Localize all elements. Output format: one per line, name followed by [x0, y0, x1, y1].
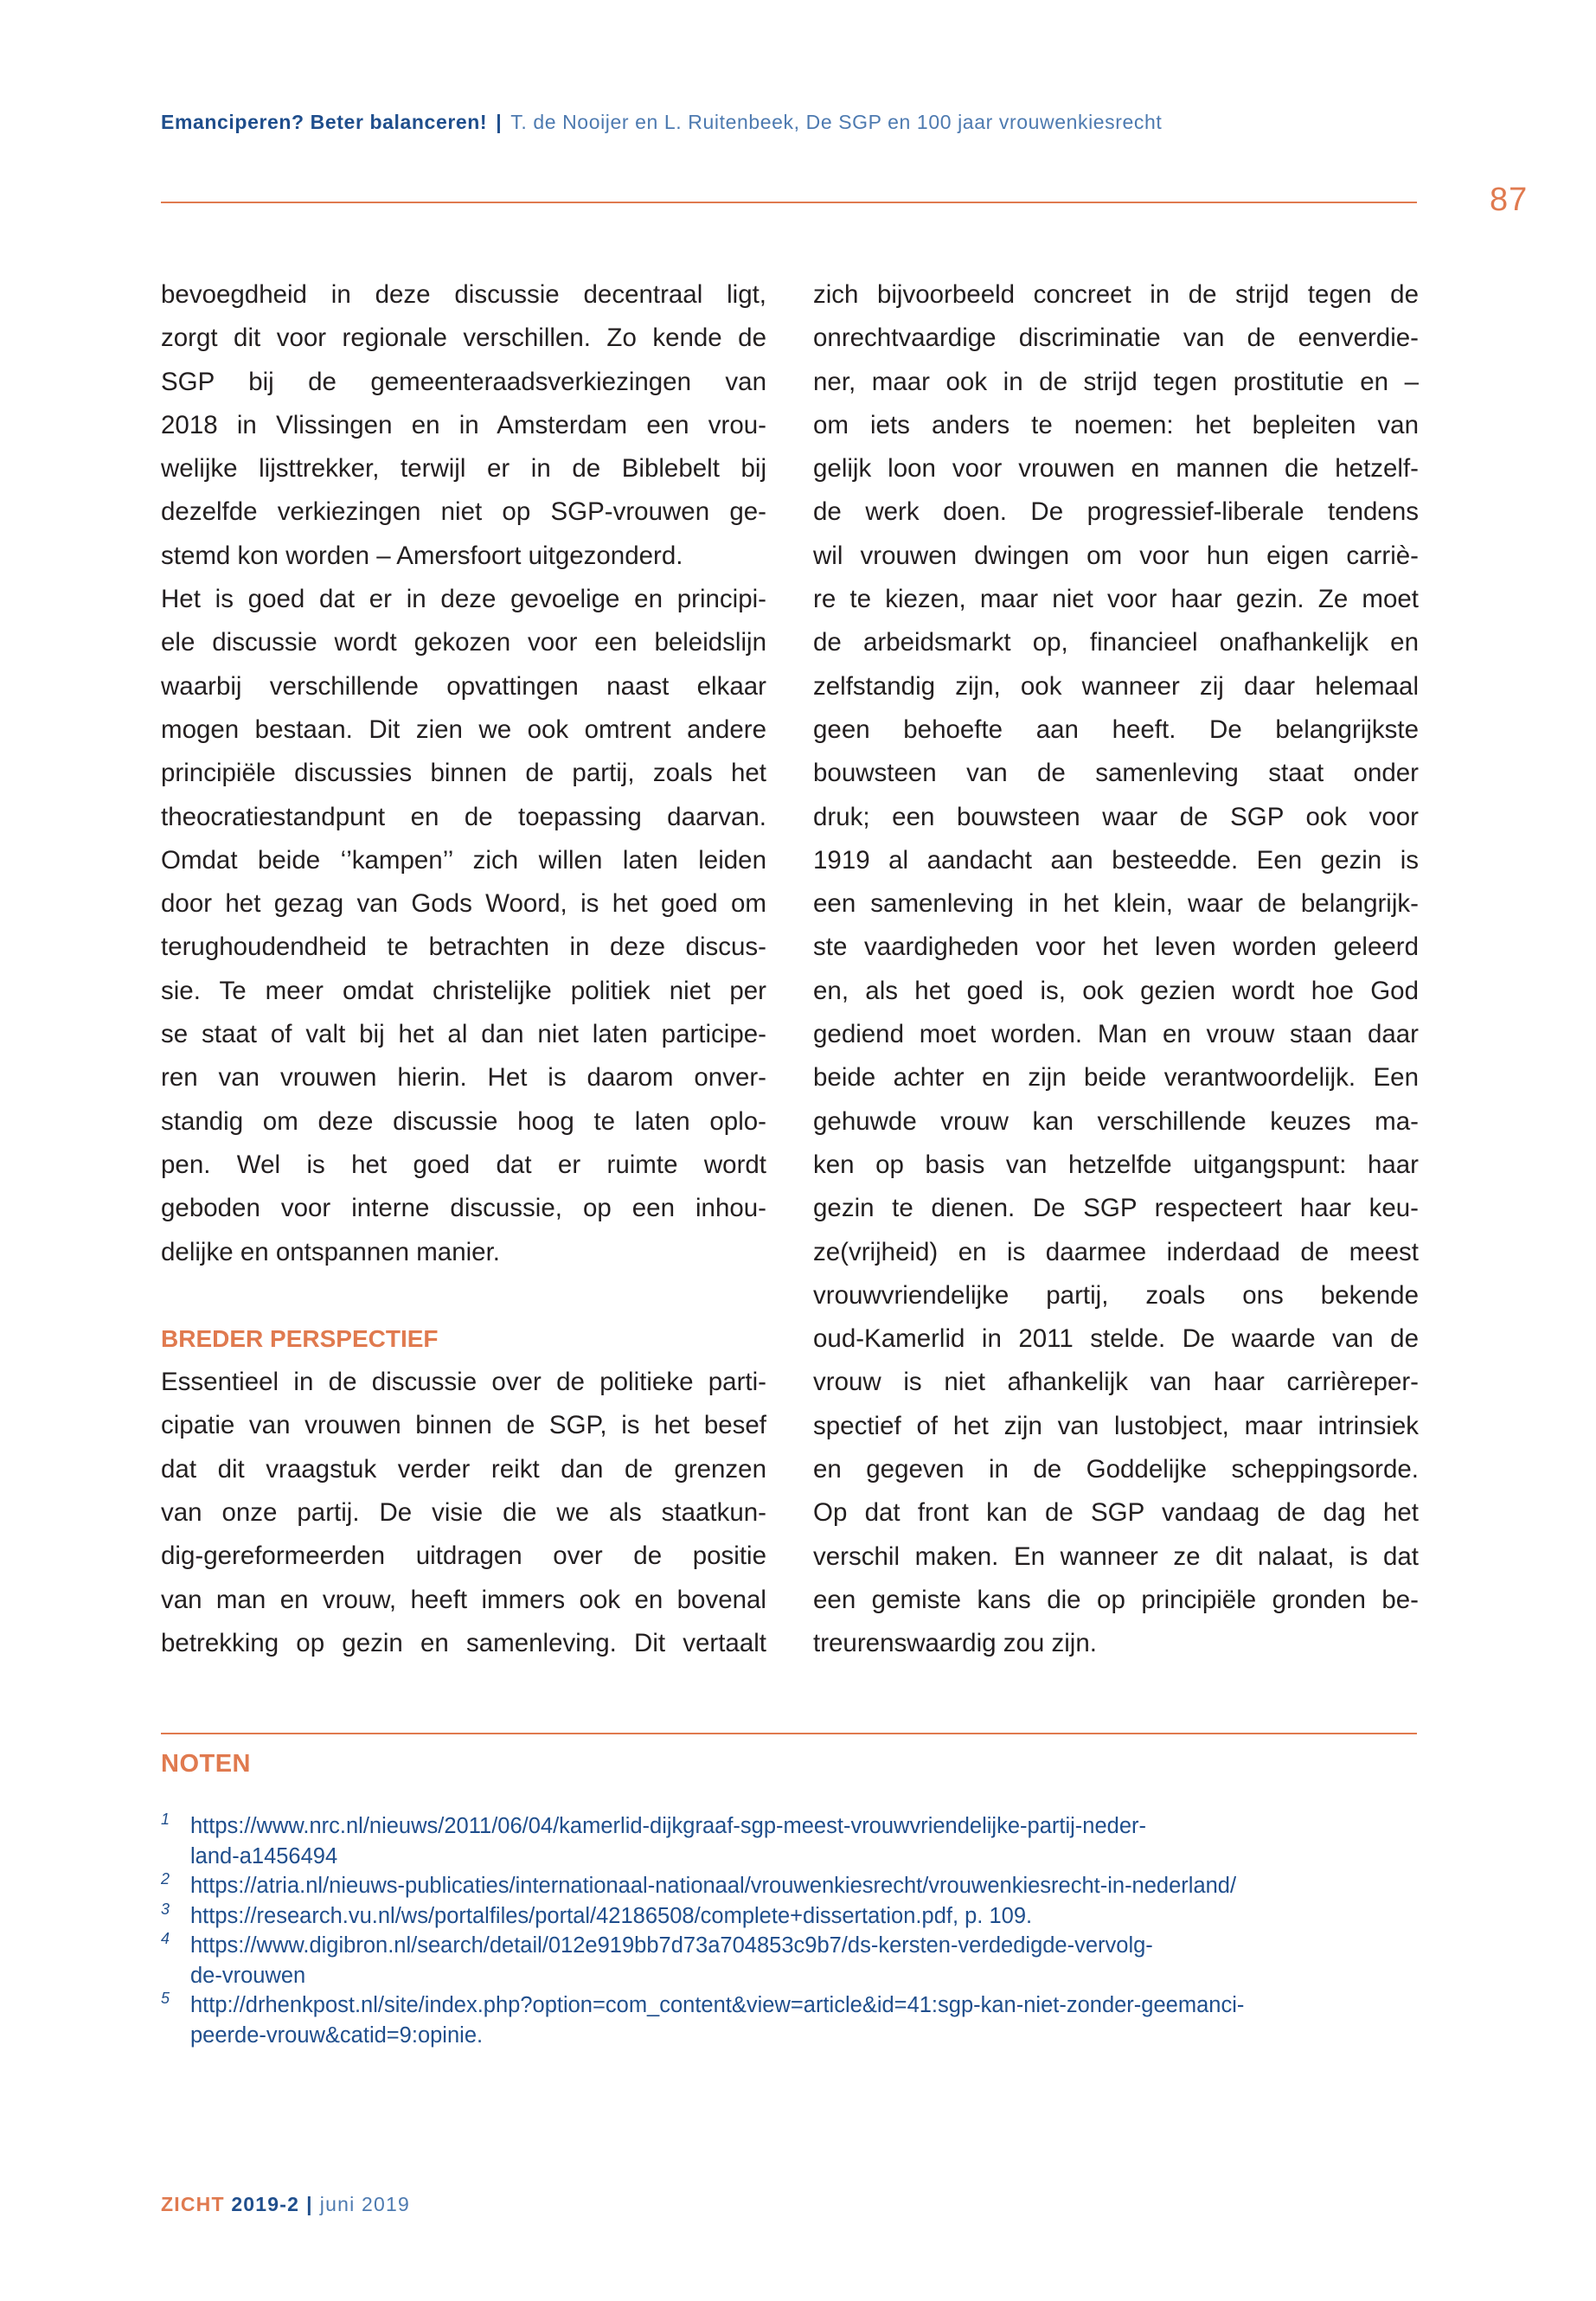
footnote-link[interactable]: peerde-vrouw&catid=9:opinie. — [190, 2022, 484, 2048]
text-line: beide achter en zijn beide verantwoordelijk. Een — [813, 1063, 1419, 1093]
text-line: ele discussie wordt gekozen voor een beleidslijn — [161, 628, 766, 657]
footnote-number: 1 — [161, 1811, 170, 1828]
text-line: 1919 al aandacht aan besteedde. Een gezin is — [813, 845, 1419, 875]
page-number: 87 — [1490, 182, 1529, 218]
text-line: druk; een bouwsteen waar de SGP ook voor — [813, 802, 1419, 831]
text-line: zelfstandig zijn, ook wanneer zij daar helemaal — [813, 671, 1419, 701]
text-line: gehuwde vrouw kan verschillende keuzes ma- — [813, 1106, 1419, 1136]
footnote-number: 4 — [161, 1930, 170, 1947]
text-line: zorgt dit voor regionale verschillen. Zo kende de — [161, 324, 766, 353]
footnote-2 — [161, 1871, 1433, 1901]
footer-brand: ZICHT — [161, 2193, 225, 2215]
text-line: vrouwvriendelijke partij, zoals ons bekende — [813, 1280, 1419, 1310]
text-line: standig om deze discussie hoog te laten oplo- — [161, 1106, 766, 1136]
text-line: mogen bestaan. Dit zien we ook omtrent andere — [161, 715, 766, 744]
text-line: sie. Te meer omdat christelijke politiek niet per — [161, 976, 766, 1005]
text-line: ner, maar ook in de strijd tegen prostitutie en – — [813, 367, 1419, 396]
notes-heading: NOTEN — [161, 1750, 251, 1778]
text-line: waarbij verschillende opvattingen naast elkaar — [161, 671, 766, 701]
text-line: ken op basis van hetzelfde uitgangspunt: haar — [813, 1150, 1419, 1179]
right-column — [813, 273, 1419, 1666]
text-line: betrekking op gezin en samenleving. Dit vertaalt — [161, 1628, 766, 1657]
footnote-link[interactable]: de-vrouwen — [190, 1963, 306, 1988]
footnote-number: 3 — [161, 1900, 170, 1918]
text-line: Omdat beide ‘’kampen’’ zich willen laten leiden — [161, 845, 766, 875]
text-line: geboden voor interne discussie, op een inhou- — [161, 1194, 766, 1223]
text-line: bouwsteen van de samenleving staat onder — [813, 759, 1419, 788]
footnote-number: 2 — [161, 1870, 170, 1888]
text-line: een samenleving in het klein, waar de belangrijk- — [813, 889, 1419, 919]
left-paragraph-3 — [161, 1361, 766, 1665]
left-column — [161, 273, 766, 1665]
text-line: ste vaardigheden voor het leven worden geleerd — [813, 933, 1419, 962]
text-line: dig-gereformeerden uitdragen over de positie — [161, 1541, 766, 1571]
footnote-link[interactable]: http://drhenkpost.nl/site/index.php?option=com_content&view=article&id=41:sgp-kan-niet-zonder-geemanci- — [190, 1993, 1245, 2017]
text-line: ren van vrouwen hierin. Het is daarom onver- — [161, 1063, 766, 1093]
footnote-link[interactable]: https://www.nrc.nl/nieuws/2011/06/04/kamerlid-dijkgraaf-sgp-meest-vrouwvriendelijke-partij-neder- — [190, 1814, 1146, 1838]
notes-divider — [161, 1733, 1417, 1734]
text-line: re te kiezen, maar niet voor haar gezin. Ze moet — [813, 585, 1419, 614]
text-line: en gegeven in de Goddelijke scheppingsorde. — [813, 1455, 1419, 1484]
footer-issue: 2019-2 — [231, 2193, 300, 2215]
text-line: terughoudendheid te betrachten in deze discus- — [161, 933, 766, 962]
left-paragraph-2 — [161, 578, 766, 1274]
footnote-link[interactable]: land-a1456494 — [190, 1843, 338, 1868]
text-line: onrechtvaardige discriminatie van de eenverdie- — [813, 324, 1419, 353]
footnote-link[interactable]: https://www.digibron.nl/search/detail/012e919bb7d73a704853c9b7/ds-kersten-verdedigde-vervolg- — [190, 1933, 1153, 1958]
text-line: Essentieel in de discussie over de politieke parti- — [161, 1368, 766, 1397]
text-line: Het is goed dat er in deze gevoelige en principi- — [161, 585, 766, 614]
running-footer — [161, 2193, 410, 2216]
text-line: de arbeidsmarkt op, financieel onafhankelijk en — [813, 628, 1419, 657]
text-line: dat dit vraagstuk verder reikt dan de grenzen — [161, 1454, 766, 1484]
text-line: pen. Wel is het goed dat er ruimte wordt — [161, 1150, 766, 1179]
text-line: oud-Kamerlid in 2011 stelde. De waarde van de — [813, 1324, 1419, 1354]
text-line: dezelfde verkiezingen niet op SGP-vrouwen ge- — [161, 497, 766, 527]
text-line: een gemiste kans die op principiële gronden be- — [813, 1585, 1419, 1614]
text-line: de werk doen. De progressief-liberale tendens — [813, 497, 1419, 527]
text-line: van onze partij. De visie die we als staatkun- — [161, 1498, 766, 1528]
text-line: 2018 in Vlissingen en in Amsterdam een vrou- — [161, 410, 766, 439]
footnote-5 — [161, 1990, 1433, 2050]
text-line: spectief of het zijn van lustobject, maar intrinsiek — [813, 1411, 1419, 1440]
footer-date: juni 2019 — [319, 2193, 410, 2215]
text-line: verschil maken. En wanneer ze dit nalaat, is dat — [813, 1541, 1419, 1571]
text-line: SGP bij de gemeenteraadsverkiezingen van — [161, 367, 766, 396]
text-line: gelijk loon voor vrouwen en mannen die hetzelf- — [813, 454, 1419, 484]
left-paragraph-1 — [161, 273, 766, 578]
text-line: gediend moet worden. Man en vrouw staan daar — [813, 1020, 1419, 1049]
text-line: van man en vrouw, heeft immers ook en bovenal — [161, 1585, 766, 1614]
text-line: om iets anders te noemen: het bepleiten van — [813, 410, 1419, 439]
footnote-1 — [161, 1811, 1433, 1871]
header-subtitle: T. de Nooijer en L. Ruitenbeek, De SGP en 100 jaar vrouwenkiesrecht — [510, 111, 1163, 133]
text-line: bevoegdheid in deze discussie decentraal ligt, — [161, 280, 766, 309]
footnote-link[interactable]: https://research.vu.nl/ws/portalfiles/portal/42186508/complete+dissertation.pdf, p. 109. — [190, 1903, 1033, 1928]
footnote-3 — [161, 1901, 1433, 1932]
text-line: vrouw is niet afhankelijk van haar carrièreper- — [813, 1368, 1419, 1397]
header-divider — [161, 202, 1417, 203]
text-line: Op dat front kan de SGP vandaag de dag het — [813, 1498, 1419, 1528]
text-line: geen behoefte aan heeft. De belangrijkste — [813, 715, 1419, 744]
text-line: stemd kon worden – Amersfoort uitgezonderd. — [161, 541, 683, 570]
text-line: cipatie van vrouwen binnen de SGP, is het besef — [161, 1411, 766, 1440]
header-separator: | — [496, 111, 503, 133]
text-line: zich bijvoorbeeld concreet in de strijd tegen de — [813, 280, 1419, 309]
text-line: principiële discussies binnen de partij, zoals het — [161, 759, 766, 788]
text-line: gezin te dienen. De SGP respecteert haar keu- — [813, 1194, 1419, 1223]
section-heading: BREDER PERSPECTIEF — [161, 1324, 439, 1352]
notes-list — [161, 1811, 1433, 2050]
footnote-number: 5 — [161, 1990, 170, 2007]
text-line: se staat of valt bij het al dan niet laten participe- — [161, 1020, 766, 1049]
footnote-4 — [161, 1931, 1433, 1990]
text-line: welijke lijsttrekker, terwijl er in de Biblebelt bij — [161, 454, 766, 484]
text-line: delijke en ontspannen manier. — [161, 1237, 500, 1266]
header-title: Emanciperen? Beter balanceren! — [161, 111, 488, 133]
text-line: ze(vrijheid) en is daarmee inderdaad de meest — [813, 1237, 1419, 1266]
text-line: theocratiestandpunt en de toepassing daarvan. — [161, 802, 766, 831]
text-line: treurenswaardig zou zijn. — [813, 1629, 1097, 1658]
footer-separator: | — [306, 2193, 313, 2215]
text-line: wil vrouwen dwingen om voor hun eigen carriè- — [813, 541, 1419, 570]
text-line: en, als het goed is, ook gezien wordt hoe God — [813, 976, 1419, 1005]
text-line: door het gezag van Gods Woord, is het goed om — [161, 889, 766, 919]
footnote-link[interactable]: https://atria.nl/nieuws-publicaties/internationaal-nationaal/vrouwenkiesrecht/vrouwenkiesrecht-in-nederland/ — [190, 1874, 1237, 1898]
running-header — [161, 111, 1424, 134]
